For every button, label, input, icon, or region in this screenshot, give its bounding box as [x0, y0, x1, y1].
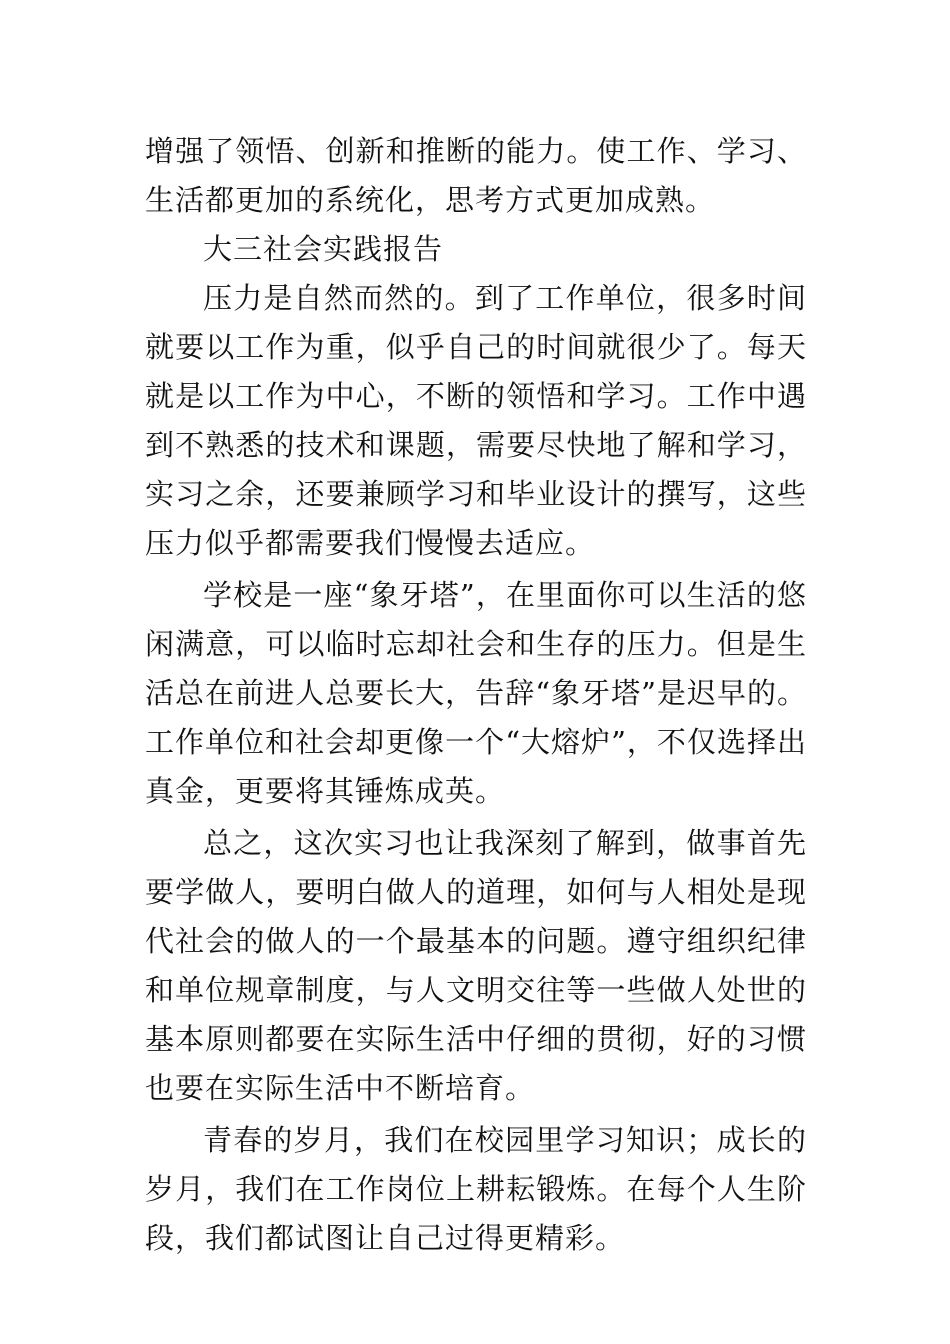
paragraph-youth: 青春的岁月，我们在校园里学习知识；成长的岁月，我们在工作岗位上耕耘锻炼。在每个人生阶段，我们都试图让自己过得更精彩。 [145, 1123, 807, 1255]
paragraph-ivory-tower: 学校是一座“象牙塔”，在里面你可以生活的悠闲满意，可以临时忘却社会和生存的压力。但是生活总在前进人总要长大，告辞“象牙塔”是迟早的。工作单位和社会却更像一个“大熔炉”，不仅选择出真金，更要将其锤炼成英。 [145, 578, 807, 808]
document-body [145, 127, 807, 1263]
paragraph-pressure: 压力是自然而然的。到了工作单位，很多时间就要以工作为重，似乎自己的时间就很少了。每天就是以工作为中心，不断的领悟和学习。工作中遇到不熟悉的技术和课题，需要尽快地了解和学习，实习之余，还要兼顾学习和毕业设计的撰写，这些压力似乎都需要我们慢慢去适应。 [145, 281, 807, 560]
paragraph-continuation: 增强了领悟、创新和推断的能力。使工作、学习、生活都更加的系统化，思考方式更加成熟。 [145, 134, 807, 217]
paragraph-conclusion: 总之，这次实习也让我深刻了解到，做事首先要学做人，要明白做人的道理，如何与人相处是现代社会的做人的一个最基本的问题。遵守组织纪律和单位规章制度，与人文明交往等一些做人处世的基本原则都要在实际生活中仔细的贯彻，好的习惯也要在实际生活中不断培育。 [145, 826, 807, 1105]
section-heading: 大三社会实践报告 [203, 232, 444, 266]
